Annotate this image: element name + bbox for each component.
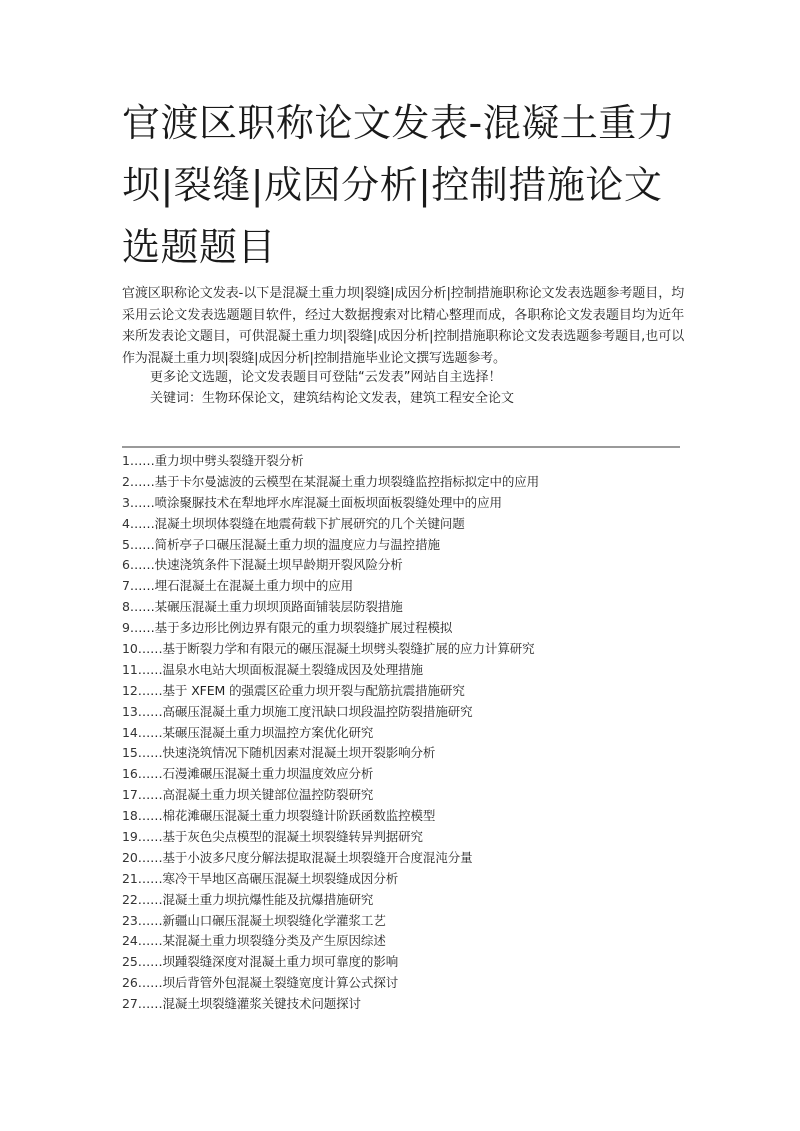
topic-item [122,472,682,493]
topic-leader-dots: …… [129,473,155,489]
topic-item [122,597,682,618]
topic-number: 25 [122,954,138,970]
topic-title: 石漫滩碾压混凝土重力坝温度效应分析 [162,766,374,782]
topic-title: 喷涂聚脲技术在犁地坪水库混凝土面板坝面板裂缝处理中的应用 [154,494,502,510]
topic-title: 基于小波多尺度分解法提取混凝土坝裂缝开合度混沌分量 [162,849,473,865]
topic-item [122,702,682,723]
topic-item [122,723,682,744]
topic-item [122,890,682,911]
topic-number: 13 [122,703,138,719]
topic-number: 4 [122,515,130,531]
topic-title: 快速浇筑情况下随机因素对混凝土坝开裂影响分析 [162,745,436,761]
topic-number: 16 [122,766,138,782]
topic-number: 14 [122,724,138,740]
topic-title: 高混凝土重力坝关键部位温控防裂研究 [162,787,374,803]
topic-item [122,994,682,1015]
topic-leader-dots: …… [137,787,163,803]
topic-leader-dots: …… [137,682,163,698]
topic-leader-dots: …… [129,536,155,552]
topic-number: 5 [122,536,130,552]
topic-number: 18 [122,808,138,824]
topic-item [122,618,682,639]
topic-item [122,639,682,660]
topic-number: 20 [122,849,138,865]
topic-title: 坝后背管外包混凝土裂缝宽度计算公式探讨 [162,975,399,991]
topic-leader-dots: …… [129,453,155,468]
topic-leader-dots: …… [137,891,163,907]
topic-number: 15 [122,745,138,761]
topic-number: 1 [122,453,130,468]
document-title: 官渡区职称论文发表-混凝土重力坝|裂缝|成因分析|控制措施论文选题题目 [122,101,676,269]
topic-leader-dots: …… [137,870,163,886]
more-topics-note: 更多论文选题，论文发表题目可登陆“云发表”网站自主选择！ [150,370,502,385]
topic-leader-dots: …… [137,703,163,719]
topic-title: 埋石混凝土在混凝土重力坝中的应用 [154,578,354,594]
topic-item [122,806,682,827]
topic-title: 某混凝土重力坝裂缝分类及产生原因综述 [162,933,386,949]
topic-number: 23 [122,912,138,928]
topic-leader-dots: …… [129,557,155,573]
topic-number: 22 [122,891,138,907]
topic-leader-dots: …… [129,599,155,615]
topic-leader-dots: …… [137,641,163,657]
topic-title: 重力坝中劈头裂缝开裂分析 [154,453,304,468]
topic-title: 新疆山口碾压混凝土坝裂缝化学灌浆工艺 [162,912,386,928]
topic-item [122,514,682,535]
topic-item [122,931,682,952]
topic-number: 7 [122,578,130,594]
topic-leader-dots: …… [137,849,163,865]
topic-number: 9 [122,620,130,636]
topic-leader-dots: …… [129,578,155,594]
topic-number: 26 [122,975,138,991]
topic-item [122,681,682,702]
topic-item [122,493,682,514]
topic-leader-dots: …… [137,975,163,991]
topic-number: 2 [122,473,130,489]
topic-title: 混凝土重力坝抗爆性能及抗爆措施研究 [162,891,374,907]
topic-title: 高碾压混凝土重力坝施工度汛缺口坝段温控防裂措施研究 [162,703,473,719]
topic-leader-dots: …… [137,766,163,782]
topic-item [122,827,682,848]
topic-leader-dots: …… [137,745,163,761]
topic-item [122,952,682,973]
topic-leader-dots: …… [129,494,155,510]
topic-number: 19 [122,829,138,845]
topic-number: 27 [122,996,138,1012]
topic-leader-dots: …… [137,724,163,740]
topic-number: 8 [122,599,130,615]
topic-number: 17 [122,787,138,803]
topic-title: 基于多边形比例边界有限元的重力坝裂缝扩展过程模拟 [154,620,453,636]
topic-number: 12 [122,682,138,698]
topic-title: 基于卡尔曼滤波的云模型在某混凝土重力坝裂缝监控指标拟定中的应用 [154,473,540,489]
topic-title: 某碾压混凝土重力坝温控方案优化研究 [162,724,374,740]
topic-title: 混凝土坝裂缝灌浆关键技术问题探讨 [162,996,361,1012]
topic-list [122,451,682,1015]
topic-number: 24 [122,933,138,949]
topic-leader-dots: …… [137,661,163,677]
topic-title: 基于 XFEM 的强震区砼重力坝开裂与配筋抗震措施研究 [162,682,465,698]
topic-leader-dots: …… [137,808,163,824]
topic-item [122,743,682,764]
topic-item [122,764,682,785]
topic-leader-dots: …… [137,996,163,1012]
topic-item [122,973,682,994]
topic-number: 21 [122,870,138,886]
topic-item [122,911,682,932]
topic-title: 棉花滩碾压混凝土重力坝裂缝计阶跃函数监控模型 [162,808,436,824]
section-divider [122,446,680,448]
topic-leader-dots: …… [137,954,163,970]
topic-title: 简析亭子口碾压混凝土重力坝的温度应力与温控措施 [154,536,440,552]
topic-item [122,848,682,869]
topic-title: 快速浇筑条件下混凝土坝早龄期开裂风险分析 [154,557,403,573]
topic-item [122,535,682,556]
topic-title: 坝踵裂缝深度对混凝土重力坝可靠度的影响 [162,954,399,970]
topic-title: 温泉水电站大坝面板混凝土裂缝成因及处理措施 [162,661,423,677]
topic-title: 混凝土坝坝体裂缝在地震荷载下扩展研究的几个关键问题 [154,515,465,531]
topic-item [122,555,682,576]
topic-number: 6 [122,557,130,573]
intro-paragraph: 官渡区职称论文发表-以下是混凝土重力坝|裂缝|成因分析|控制措施职称论文发表选题参考题目，均采用云论文发表选题题目软件，经过大数据搜索对比精心整理而成，各职称论文发表题目均为近年来所发表论文题目，可供混凝土重力坝|裂缝|成因分析|控制措施职称论文发表选题参考题目,也可以作为混凝土重力坝|裂缝|成因分析|控制措施毕业论文撰写选题参考。 [122,286,684,366]
topic-number: 3 [122,494,130,510]
topic-title: 寒冷干旱地区高碾压混凝土坝裂缝成因分析 [162,870,399,886]
topic-item [122,785,682,806]
topic-title: 某碾压混凝土重力坝坝顶路面铺装层防裂措施 [154,599,403,615]
topic-title: 基于断裂力学和有限元的碾压混凝土坝劈头裂缝扩展的应力计算研究 [162,641,535,657]
topic-leader-dots: …… [137,912,163,928]
keywords-line: 关键词：生物环保论文，建筑结构论文发表，建筑工程安全论文 [150,391,515,406]
topic-item [122,660,682,681]
topic-leader-dots: …… [137,933,163,949]
topic-number: 11 [122,661,138,677]
topic-title: 基于灰色尖点模型的混凝土坝裂缝转异判据研究 [162,829,423,845]
topic-number: 10 [122,641,138,657]
topic-leader-dots: …… [137,829,163,845]
topic-item [122,869,682,890]
topic-leader-dots: …… [129,620,155,636]
topic-leader-dots: …… [129,515,155,531]
topic-item [122,576,682,597]
topic-item [122,451,682,472]
